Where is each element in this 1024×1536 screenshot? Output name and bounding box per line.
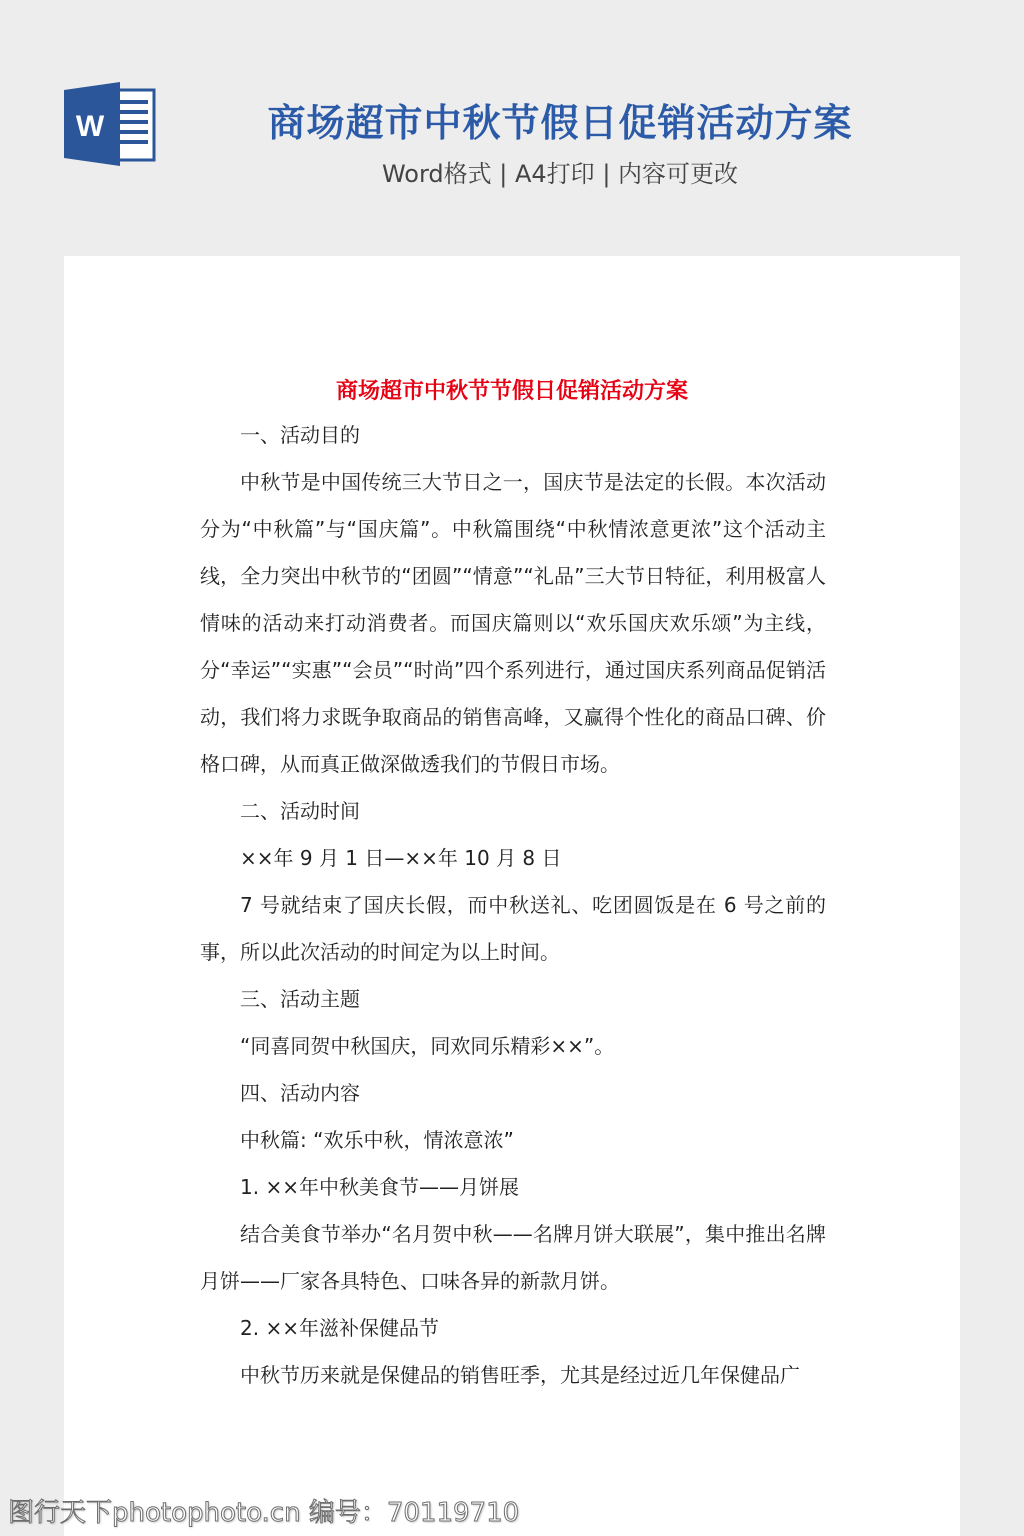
paragraph-theme: “同喜同贺中秋国庆，同欢同乐精彩××”。 <box>240 1034 615 1058</box>
heading-content: 四、活动内容 <box>240 1081 360 1105</box>
heading-theme: 三、活动主题 <box>240 987 360 1011</box>
document-body <box>200 412 826 1399</box>
paragraph-time-reason: 7 号就结束了国庆长假，而中秋送礼、吃团圆饭是在 6 号之前的事，所以此次活动的时间定为以上时间。 <box>200 893 826 964</box>
item-food-festival: 1. ××年中秋美食节——月饼展 <box>240 1175 519 1199</box>
heading-purpose: 一、活动目的 <box>240 423 360 447</box>
heading-time: 二、活动时间 <box>240 799 360 823</box>
item-health-festival: 2. ××年滋补保健品节 <box>240 1316 439 1340</box>
word-icon <box>64 82 156 166</box>
document-page <box>64 256 960 1536</box>
page-title: 商场超市中秋节假日促销活动方案 <box>267 101 853 145</box>
word-icon-letter: W <box>75 110 105 143</box>
paragraph-date-range: ××年 9 月 1 日—××年 10 月 8 日 <box>240 846 562 870</box>
watermark: 图行天下photophoto.cn 编号：70119710 <box>8 1498 520 1528</box>
header <box>0 0 1024 250</box>
paragraph-purpose: 中秋节是中国传统三大节日之一，国庆节是法定的长假。本次活动分为“中秋篇”与“国庆篇”。中秋篇围绕“中秋情浓意更浓”这个活动主线，全力突出中秋节的“团圆”“情意”“礼品”三大节日特征，利用极富人情味的活动来打动消费者。而国庆篇则以“欢乐国庆欢乐颂”为主线，分“幸运”“实惠”“会员”“时尚”四个系列进行，通过国庆系列商品促销活动，我们将力求既争取商品的销售高峰，又赢得个性化的商品口碑、价格口碑，从而真正做深做透我们的节假日市场。 <box>200 470 826 776</box>
paragraph-mid-autumn-section: 中秋篇: “欢乐中秋，情浓意浓” <box>240 1128 514 1152</box>
paragraph-health-products: 中秋节历来就是保健品的销售旺季，尤其是经过近几年保健品广 <box>240 1363 800 1387</box>
paragraph-mooncake-show: 结合美食节举办“名月贺中秋——名牌月饼大联展”，集中推出名牌月饼——厂家各具特色、口味各异的新款月饼。 <box>200 1222 826 1293</box>
document-title: 商场超市中秋节节假日促销活动方案 <box>335 379 688 404</box>
page-subtitle: Word格式 | A4打印 | 内容可更改 <box>381 160 739 188</box>
